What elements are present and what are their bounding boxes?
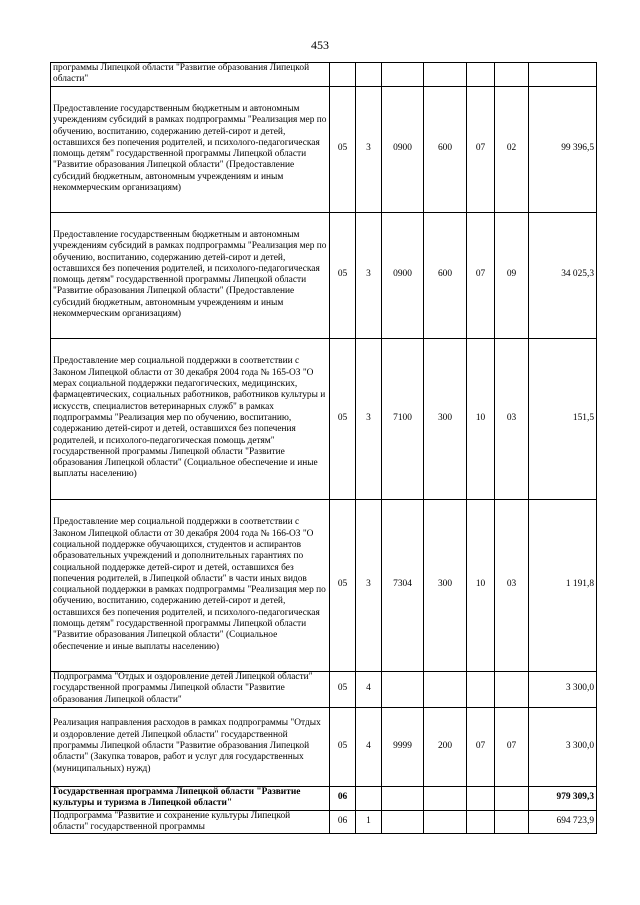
section-code: 10 bbox=[467, 338, 495, 499]
amount-value: 99 396,5 bbox=[529, 86, 597, 212]
expense-type-code bbox=[424, 810, 467, 834]
program-code: 05 bbox=[330, 86, 356, 212]
expense-type-code bbox=[424, 63, 467, 87]
table-row bbox=[51, 707, 597, 786]
amount-value: 34 025,3 bbox=[529, 212, 597, 338]
row-description: Предоставление государственным бюджетным и автономным учреждениям субсидий в рамках подпрограммы "Реализация мер по обучению, воспитанию, содержанию детей-сирот и детей, оставшихся без попечения родителей, и психолого-педагогическая помощь детям" государственной программы Липецкой области "Развитие образования Липецкой области" (Предоставление субсидий бюджетным, автономным учреждениям и иным некоммерческим организациям) bbox=[51, 212, 330, 338]
subsection-code: 09 bbox=[495, 212, 529, 338]
target-item-code: 7100 bbox=[382, 338, 424, 499]
program-code: 05 bbox=[330, 707, 356, 786]
target-item-code: 9999 bbox=[382, 707, 424, 786]
amount-value: 694 723,9 bbox=[529, 810, 597, 834]
program-code: 05 bbox=[330, 671, 356, 707]
target-item-code bbox=[382, 810, 424, 834]
section-code: 07 bbox=[467, 86, 495, 212]
expense-type-code bbox=[424, 671, 467, 707]
section-code: 10 bbox=[467, 499, 495, 671]
row-description: Государственная программа Липецкой области "Развитие культуры и туризма в Липецкой области" bbox=[51, 786, 330, 810]
section-code bbox=[467, 671, 495, 707]
target-item-code bbox=[382, 63, 424, 87]
subprogram-code: 3 bbox=[356, 86, 382, 212]
subsection-code: 03 bbox=[495, 338, 529, 499]
subprogram-code bbox=[356, 786, 382, 810]
program-code: 05 bbox=[330, 499, 356, 671]
row-description: программы Липецкой области "Развитие образования Липецкой области" bbox=[51, 63, 330, 87]
subsection-code: 02 bbox=[495, 86, 529, 212]
expense-type-code: 300 bbox=[424, 499, 467, 671]
section-code: 07 bbox=[467, 212, 495, 338]
subsection-code bbox=[495, 671, 529, 707]
row-description: Предоставление мер социальной поддержки в соответствии с Законом Липецкой области от 30 декабря 2004 года № 165-ОЗ "О мерах социальной поддержки педагогических, медицинских, фармацевтических, социальных работников, работников культуры и искусств, специалистов ветеринарных служб" в рамках подпрограммы "Реализация мер по обучению, воспитанию, содержанию детей-сирот и детей, оставшихся без попечения родителей, и психолого-педагогическая помощь детям" государственной программы Липецкой области "Развитие образования Липецкой области" (Социальное обеспечение и иные выплаты населению) bbox=[51, 338, 330, 499]
program-code: 05 bbox=[330, 212, 356, 338]
target-item-code: 7304 bbox=[382, 499, 424, 671]
program-code: 05 bbox=[330, 338, 356, 499]
amount-value: 979 309,3 bbox=[529, 786, 597, 810]
subsection-code bbox=[495, 63, 529, 87]
table-row bbox=[51, 63, 597, 87]
row-description: Предоставление государственным бюджетным и автономным учреждениям субсидий в рамках подпрограммы "Реализация мер по обучению, воспитанию, содержанию детей-сирот и детей, оставшихся без попечения родителей, и психолого-педагогическая помощь детям" государственной программы Липецкой области "Развитие образования Липецкой области" (Предоставление субсидий бюджетным, автономным учреждениям и иным некоммерческим организациям) bbox=[51, 86, 330, 212]
budget-table bbox=[50, 62, 597, 834]
subprogram-code: 3 bbox=[356, 212, 382, 338]
subsection-code: 07 bbox=[495, 707, 529, 786]
program-code bbox=[330, 63, 356, 87]
amount-value: 1 191,8 bbox=[529, 499, 597, 671]
page-number: 453 bbox=[311, 38, 329, 52]
table-row bbox=[51, 499, 597, 671]
row-description: Реализация направления расходов в рамках подпрограммы "Отдых и оздоровление детей Липецкой области" государственной программы Липецкой области "Развитие образования Липецкой области" (Закупка товаров, работ и услуг для государственных (муниципальных) нужд) bbox=[51, 707, 330, 786]
target-item-code: 0900 bbox=[382, 86, 424, 212]
subprogram-code: 4 bbox=[356, 707, 382, 786]
expense-type-code: 600 bbox=[424, 86, 467, 212]
table-row bbox=[51, 86, 597, 212]
target-item-code bbox=[382, 786, 424, 810]
expense-type-code: 200 bbox=[424, 707, 467, 786]
table-row bbox=[51, 810, 597, 834]
target-item-code bbox=[382, 671, 424, 707]
subsection-code bbox=[495, 786, 529, 810]
amount-value bbox=[529, 63, 597, 87]
subprogram-code: 4 bbox=[356, 671, 382, 707]
subsection-code bbox=[495, 810, 529, 834]
section-code: 07 bbox=[467, 707, 495, 786]
section-code bbox=[467, 63, 495, 87]
row-description: Подпрограмма "Развитие и сохранение культуры Липецкой области" государственной программы bbox=[51, 810, 330, 834]
target-item-code: 0900 bbox=[382, 212, 424, 338]
expense-type-code bbox=[424, 786, 467, 810]
amount-value: 3 300,0 bbox=[529, 671, 597, 707]
section-code bbox=[467, 810, 495, 834]
program-code: 06 bbox=[330, 786, 356, 810]
subprogram-code bbox=[356, 63, 382, 87]
subprogram-code: 3 bbox=[356, 499, 382, 671]
table-row bbox=[51, 671, 597, 707]
amount-value: 3 300,0 bbox=[529, 707, 597, 786]
amount-value: 151,5 bbox=[529, 338, 597, 499]
subprogram-code: 3 bbox=[356, 338, 382, 499]
table-row bbox=[51, 212, 597, 338]
subsection-code: 03 bbox=[495, 499, 529, 671]
subprogram-code: 1 bbox=[356, 810, 382, 834]
expense-type-code: 600 bbox=[424, 212, 467, 338]
program-code: 06 bbox=[330, 810, 356, 834]
table-row bbox=[51, 786, 597, 810]
row-description: Предоставление мер социальной поддержки в соответствии с Законом Липецкой области от 30 декабря 2004 года № 166-ОЗ "О социальной поддержке обучающихся, студентов и аспирантов образовательных учреждений и дополнительных гарантиях по социальной поддержке детей-сирот и детей, оставшихся без попечения родителей, в Липецкой области" в части иных видов социальной поддержки в рамках подпрограммы "Реализация мер по обучению, воспитанию, содержанию детей-сирот и детей, оставшихся без попечения родителей, и психолого-педагогическая помощь детям" государственной программы Липецкой области "Развитие образования Липецкой области" (Социальное обеспечение и иные выплаты населению) bbox=[51, 499, 330, 671]
table-row bbox=[51, 338, 597, 499]
expense-type-code: 300 bbox=[424, 338, 467, 499]
row-description: Подпрограмма "Отдых и оздоровление детей Липецкой области" государственной программы Липецкой области "Развитие образования Липецкой области" bbox=[51, 671, 330, 707]
section-code bbox=[467, 786, 495, 810]
